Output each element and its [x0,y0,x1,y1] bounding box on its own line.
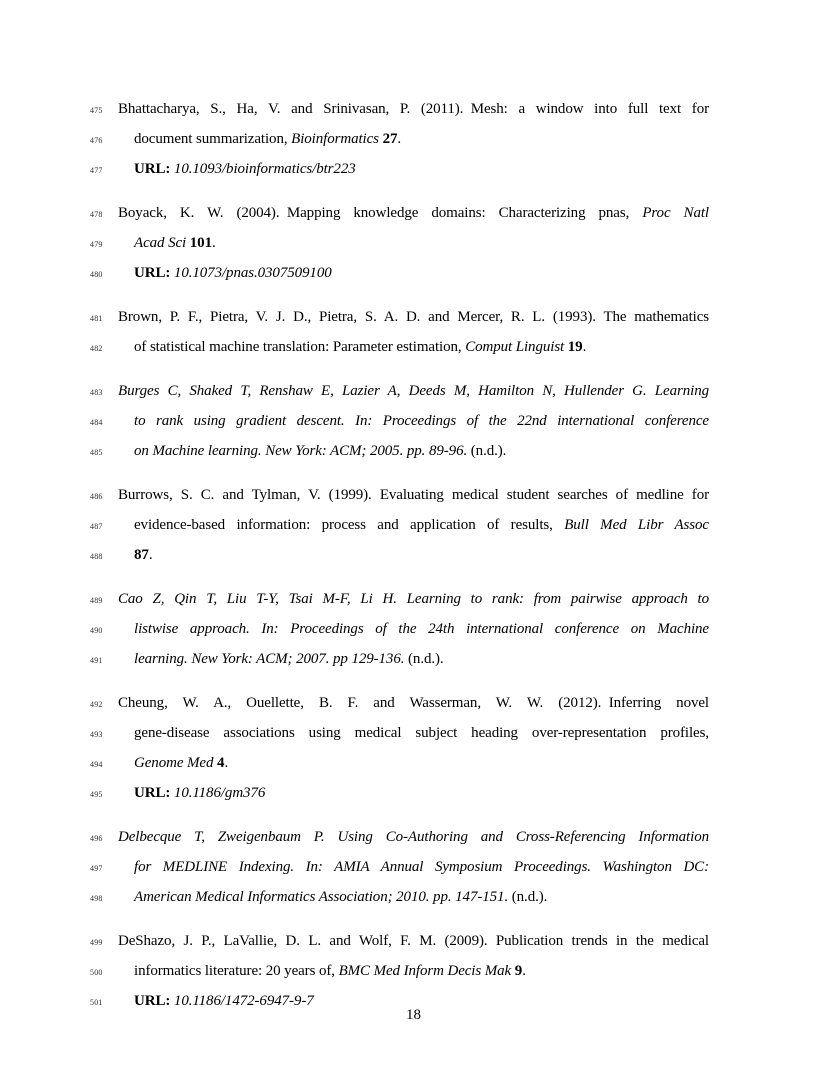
reference-line [90,853,709,883]
reference-line-text [118,883,709,911]
italic-text: Bull Med Libr Assoc [564,517,709,533]
reference-line-text [118,957,709,985]
text: (n.d.). [404,651,444,667]
reference-line [90,333,709,363]
line-number: 498 [90,894,103,903]
reference-entry [90,927,709,1017]
reference-entry [90,303,709,363]
line-number: 489 [90,596,103,605]
text: Boyack, K. W. (2004). Mapping knowledge domains: Characterizing pnas, [118,205,643,221]
italic-text: learning. New York: ACM; 2007. pp 129-136. [134,651,405,667]
reference-line [90,377,709,407]
reference-line [90,689,709,719]
bold-text: 101 [189,235,212,251]
italic-text: on Machine learning. New York: ACM; 2005. pp. 89-96. [134,443,468,459]
bold-text: 9 [514,963,523,979]
text: . [211,235,216,251]
bold-text: 27 [382,131,398,147]
reference-line [90,823,709,853]
italic-text: Comput Linguist [465,339,565,355]
reference-line-text [118,511,709,539]
reference-line-text [118,823,709,851]
text: gene-disease associations using medical subject heading over-representation profiles, [134,725,709,741]
line-number: 494 [90,760,103,769]
reference-line-text [118,719,709,747]
text: Bhattacharya, S., Ha, V. and Srinivasan, P. (2011). Mesh: a window into full text for [118,101,709,117]
reference-entry [90,689,709,809]
line-number: 476 [90,136,103,145]
line-number: 490 [90,626,103,635]
reference-line-text [118,779,709,807]
text: DeShazo, J. P., LaVallie, D. L. and Wolf, F. M. (2009). Publication trends in the medical [118,933,709,949]
italic-text: Bioinformatics [291,131,379,147]
italic-text: 10.1186/gm376 [173,785,266,801]
text: . [522,963,526,979]
italic-text: Delbecque T, Zweigenbaum P. Using Co-Authoring and Cross-Referencing Information [118,829,709,845]
text: . [397,131,402,147]
reference-line [90,303,709,333]
page-number: 18 [406,1007,421,1023]
bold-text: URL: [134,265,174,281]
reference-line [90,883,709,913]
italic-text: to rank using gradient descent. In: Proceedings of the 22nd international conference [134,413,709,429]
text: Burrows, S. C. and Tylman, V. (1999). Evaluating medical student searches of medline for [118,487,709,503]
line-number: 482 [90,344,103,353]
text: of statistical machine translation: Parameter estimation, [134,339,466,355]
line-number: 496 [90,834,103,843]
reference-line-text [118,749,709,777]
reference-line-text [118,541,709,569]
text: evidence-based information: process and application of results, [134,517,565,533]
reference-line-text [118,199,709,227]
text: document summarization, [134,131,292,147]
reference-line-text [118,437,709,465]
reference-line [90,229,709,259]
reference-line [90,407,709,437]
reference-line-text [118,853,709,881]
reference-entry [90,481,709,571]
reference-line [90,957,709,987]
reference-entry [90,199,709,289]
reference-line [90,749,709,779]
text: Cheung, W. A., Ouellette, B. F. and Wasserman, W. W. (2012). Inferring novel [118,695,709,711]
reference-line [90,541,709,571]
line-number: 491 [90,656,103,665]
bold-text: URL: [134,161,174,177]
reference-line-text [118,645,709,673]
italic-text: 10.1186/1472-6947-9-7 [173,993,314,1009]
line-number: 497 [90,864,103,873]
italic-text: Genome Med [134,755,214,771]
reference-entry [90,585,709,675]
italic-text: Acad Sci [134,235,187,251]
reference-line [90,615,709,645]
reference-line-text [118,481,709,509]
line-number: 486 [90,492,103,501]
reference-line-text [118,689,709,717]
reference-line [90,95,709,125]
references-list [90,95,709,1031]
reference-entry [90,95,709,185]
reference-line-text [118,927,709,955]
reference-line [90,125,709,155]
bold-text: 87 [134,547,149,563]
reference-line-text [118,125,709,153]
line-number: 485 [90,448,103,457]
italic-text: listwise approach. In: Proceedings of the 24th international conference on Machine [134,621,709,637]
reference-line [90,481,709,511]
reference-line-text [118,303,709,331]
italic-text: 10.1073/pnas.0307509100 [173,265,332,281]
line-number: 477 [90,166,103,175]
line-number: 487 [90,522,103,531]
reference-line-text [118,155,709,183]
reference-line [90,719,709,749]
reference-line [90,155,709,185]
line-number: 483 [90,388,103,397]
line-number: 488 [90,552,103,561]
italic-text: Proc Natl [642,205,709,221]
reference-line [90,259,709,289]
line-number: 493 [90,730,103,739]
bold-text: URL: [134,993,174,1009]
bold-text: URL: [134,785,174,801]
text: informatics literature: 20 years of, [134,963,339,979]
reference-line-text [118,615,709,643]
line-number: 479 [90,240,103,249]
text: Brown, P. F., Pietra, V. J. D., Pietra, S. A. D. and Mercer, R. L. (1993). The mathematics [118,309,709,325]
line-number: 501 [90,998,103,1007]
line-number: 500 [90,968,103,977]
reference-line-text [118,407,709,435]
italic-text: American Medical Informatics Association; 2010. pp. 147-151. [134,889,509,905]
text: . [148,547,153,563]
reference-line-text [118,333,709,361]
italic-text: Burges C, Shaked T, Renshaw E, Lazier A, Deeds M, Hamilton N, Hullender G. Learning [118,383,709,399]
line-number: 480 [90,270,103,279]
line-number: 484 [90,418,103,427]
text: (n.d.). [467,443,507,459]
reference-line [90,927,709,957]
reference-line [90,199,709,229]
reference-line [90,779,709,809]
reference-line-text [118,259,709,287]
reference-line [90,645,709,675]
reference-line [90,511,709,541]
line-number: 499 [90,938,103,947]
reference-entry [90,377,709,467]
reference-line-text [118,95,709,123]
line-number: 475 [90,106,103,115]
italic-text: BMC Med Inform Decis Mak [338,963,512,979]
reference-line-text [118,377,709,405]
line-number: 495 [90,790,103,799]
text: . [582,339,587,355]
text: . [224,755,229,771]
italic-text: Cao Z, Qin T, Liu T-Y, Tsai M-F, Li H. Learning to rank: from pairwise approach to [118,591,709,607]
reference-line [90,585,709,615]
italic-text: for MEDLINE Indexing. In: AMIA Annual Symposium Proceedings. Washington DC: [134,859,709,875]
reference-entry [90,823,709,913]
line-number: 492 [90,700,103,709]
bold-text: 19 [567,339,583,355]
italic-text: 10.1093/bioinformatics/btr223 [173,161,356,177]
reference-line [90,437,709,467]
line-number: 478 [90,210,103,219]
text: (n.d.). [508,889,548,905]
bold-text: 4 [217,755,225,771]
reference-line-text [118,585,709,613]
reference-line-text [118,229,709,257]
line-number: 481 [90,314,103,323]
